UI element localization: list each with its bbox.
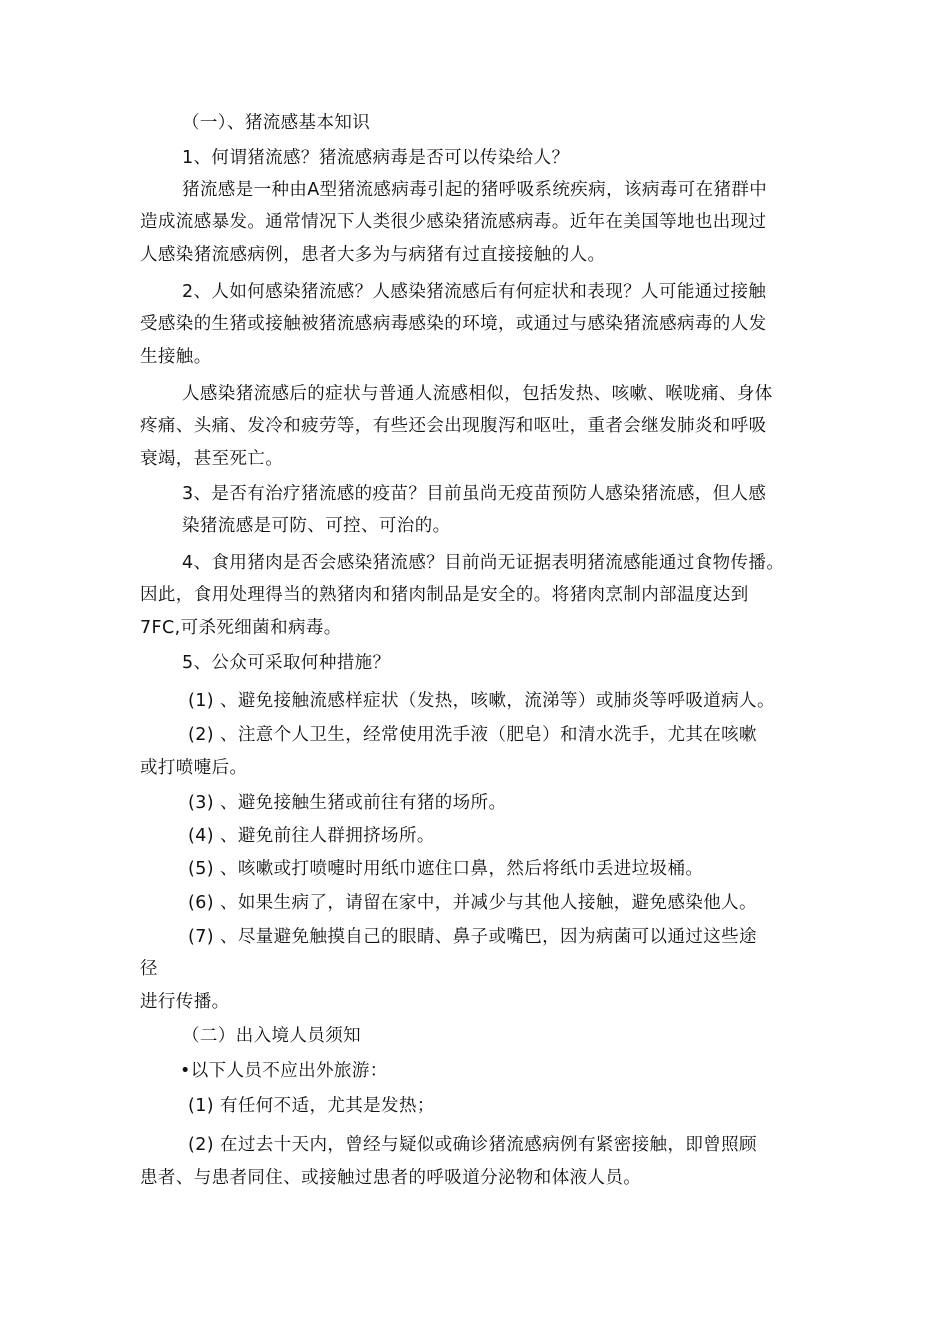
section-heading: （二）出入境人员须知: [182, 1026, 361, 1046]
list-item-continuation: 患者、与患者同住、或接触过患者的呼吸道分泌物和体液人员。: [140, 1168, 642, 1188]
paragraph-line: 疼痛、头痛、发冷和疲劳等，有些还会出现腹泻和呕吐，重者会继发肺炎和呼吸: [140, 416, 767, 436]
list-item-continuation: 进行传播。: [140, 992, 230, 1012]
list-item: (2) 、注意个人卫生，经常使用洗手液（肥皂）和清水洗手，尤其在咳嗽: [188, 725, 757, 745]
question-heading: 2、人如何感染猪流感？人感染猪流感后有何症状和表现？人可能通过接触: [182, 282, 767, 302]
paragraph-line: 染猪流感是可防、可控、可治的。: [182, 516, 451, 536]
list-item: (1) 、避免接触流感样症状（发热，咳嗽，流涕等）或肺炎等呼吸道病人。: [188, 691, 775, 711]
list-item: (5) 、咳嗽或打喷嚏时用纸巾遮住口鼻，然后将纸巾丢进垃圾桶。: [188, 859, 704, 879]
list-item: (7) 、尽量避免触摸自己的眼睛、鼻子或嘴巴，因为病菌可以通过这些途: [188, 927, 757, 947]
paragraph-line: 人感染猪流感后的症状与普通人流感相似，包括发热、咳嗽、喉咙痛、身体: [182, 384, 773, 404]
paragraph-line: 衰竭，甚至死亡。: [140, 449, 284, 469]
question-heading: 5、公众可采取何种措施？: [182, 653, 391, 673]
list-item-continuation: 或打喷嚏后。: [140, 758, 248, 778]
paragraph-line: 7FC,可杀死细菌和病毒。: [140, 618, 342, 638]
paragraph-line: 生接触。: [140, 347, 212, 367]
list-item: (6) 、如果生病了，请留在家中，并减少与其他人接触，避免感染他人。: [188, 893, 757, 913]
question-heading: 3、是否有治疗猪流感的疫苗？目前虽尚无疫苗预防人感染猪流感，但人感: [182, 484, 767, 504]
paragraph-line: 猪流感是一种由A型猪流感病毒引起的猪呼吸系统疾病，该病毒可在猪群中: [182, 180, 768, 200]
question-heading: 1、何谓猪流感？猪流感病毒是否可以传染给人？: [182, 148, 570, 168]
bullet-item: •以下人员不应出外旅游：: [180, 1061, 388, 1081]
list-item: (3) 、避免接触生猪或前往有猪的场所。: [188, 793, 507, 813]
paragraph-line: 造成流感暴发。通常情况下人类很少感染猪流感病毒。近年在美国等地也出现过: [140, 212, 767, 232]
list-item: (4) 、避免前往人群拥挤场所。: [188, 826, 435, 846]
list-item: (2) 在过去十天内，曾经与疑似或确诊猪流感病例有紧密接触，即曾照顾: [188, 1135, 757, 1155]
section-heading: （一）、猪流感基本知识: [182, 113, 371, 133]
paragraph-line: 因此，食用处理得当的熟猪肉和猪肉制品是安全的。将猪肉烹制内部温度达到: [140, 585, 749, 605]
list-item-continuation: 径: [140, 959, 158, 979]
list-item: (1) 有任何不适，尤其是发热；: [188, 1096, 435, 1116]
paragraph-line: 人感染猪流感病例，患者大多为与病猪有过直接接触的人。: [140, 245, 606, 265]
paragraph-line: 受感染的生猪或接触被猪流感病毒感染的环境，或通过与感染猪流感病毒的人发: [140, 314, 767, 334]
question-heading: 4、食用猪肉是否会感染猪流感？目前尚无证据表明猪流感能通过食物传播。: [182, 553, 785, 573]
